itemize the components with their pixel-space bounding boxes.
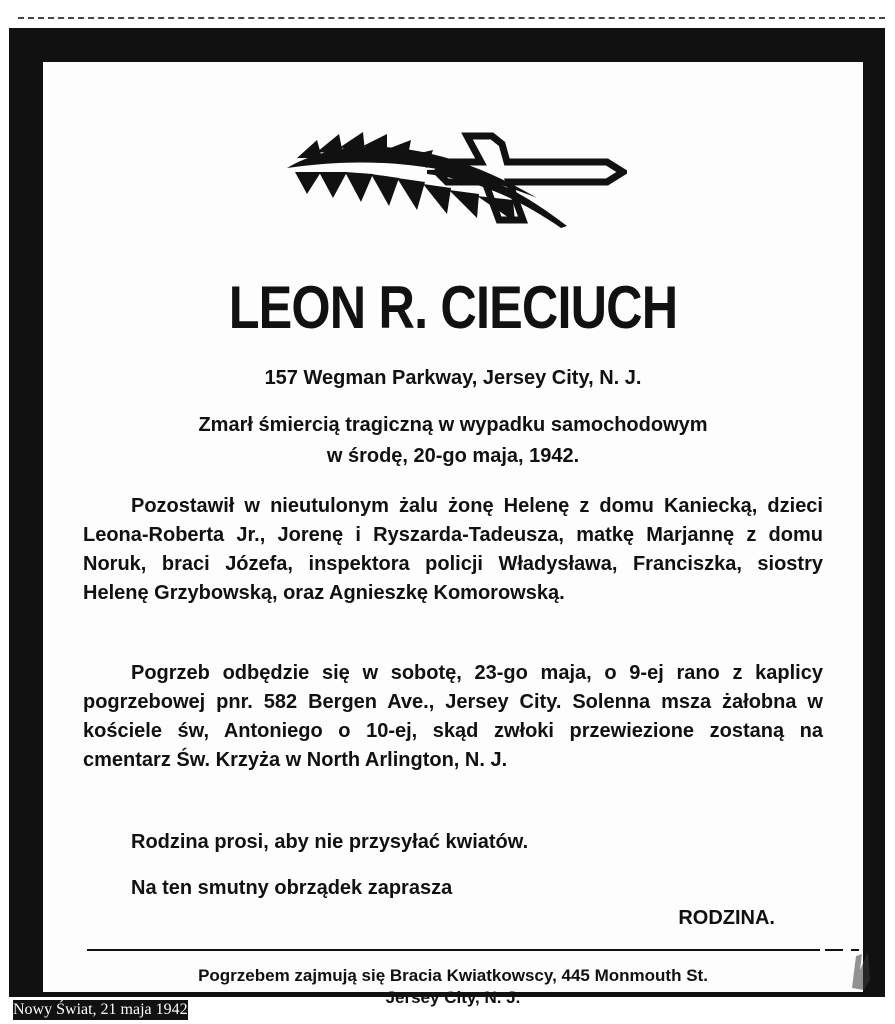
death-line-1: Zmarł śmiercią tragiczną w wypadku samochodowym — [198, 414, 708, 436]
corner-watermark-icon — [848, 950, 872, 992]
obituary-notice — [43, 62, 863, 1007]
black-mourning-border — [9, 28, 885, 1007]
death-announcement — [83, 410, 823, 472]
source-caption: Nowy Świat, 21 maja 1942 — [13, 1001, 188, 1018]
invitation-line: Na ten smutny obrządek zaprasza — [131, 877, 453, 899]
divider-rule — [87, 949, 820, 951]
funeral-home-line-1: Pogrzebem zajmują się Bracia Kwiatkowscy, 445 Monmouth St. — [198, 966, 708, 985]
palm-frond-and-cross-icon — [277, 128, 627, 228]
survivors-paragraph: Pozostawił w nieutulonym żalu żonę Helenę z domu Kaniecką, dzieci Leona-Roberta Jr., Jorenę i Ryszarda-Tadeusza, matkę Marjannę z domu Noruk, braci Józefa, inspektora policji Władysława, Franciszka, siostry Helenę Grzybowską, oraz Agnieszkę Komorowską. — [83, 495, 823, 604]
top-dashed-rule — [18, 17, 885, 19]
no-flowers-request: Rodzina prosi, aby nie przysyłać kwiatów. — [131, 831, 529, 853]
funeral-home-line-2: Jersey City, N. J. — [385, 988, 521, 1007]
death-line-2: w środę, 20-go maja, 1942. — [326, 445, 580, 467]
family-signature: RODZINA. — [678, 907, 775, 929]
funeral-paragraph: Pogrzeb odbędzie się w sobotę, 23-go maja, o 9-ej rano z kaplicy pogrzebowej pnr. 582 Bergen Ave., Jersey City. Solenna msza żałobna w kościele św, Antoniego o 10-ej, skąd zwłoki przewiezione zostaną na cmentarz Św. Krzyża w North Arlington, N. J. — [83, 662, 823, 771]
divider-rule-segment — [825, 949, 843, 951]
deceased-address: 157 Wegman Parkway, Jersey City, N. J. — [264, 367, 642, 389]
deceased-name: LEON R. CIECIUCH — [228, 274, 678, 341]
funeral-home-notice — [83, 965, 823, 1009]
